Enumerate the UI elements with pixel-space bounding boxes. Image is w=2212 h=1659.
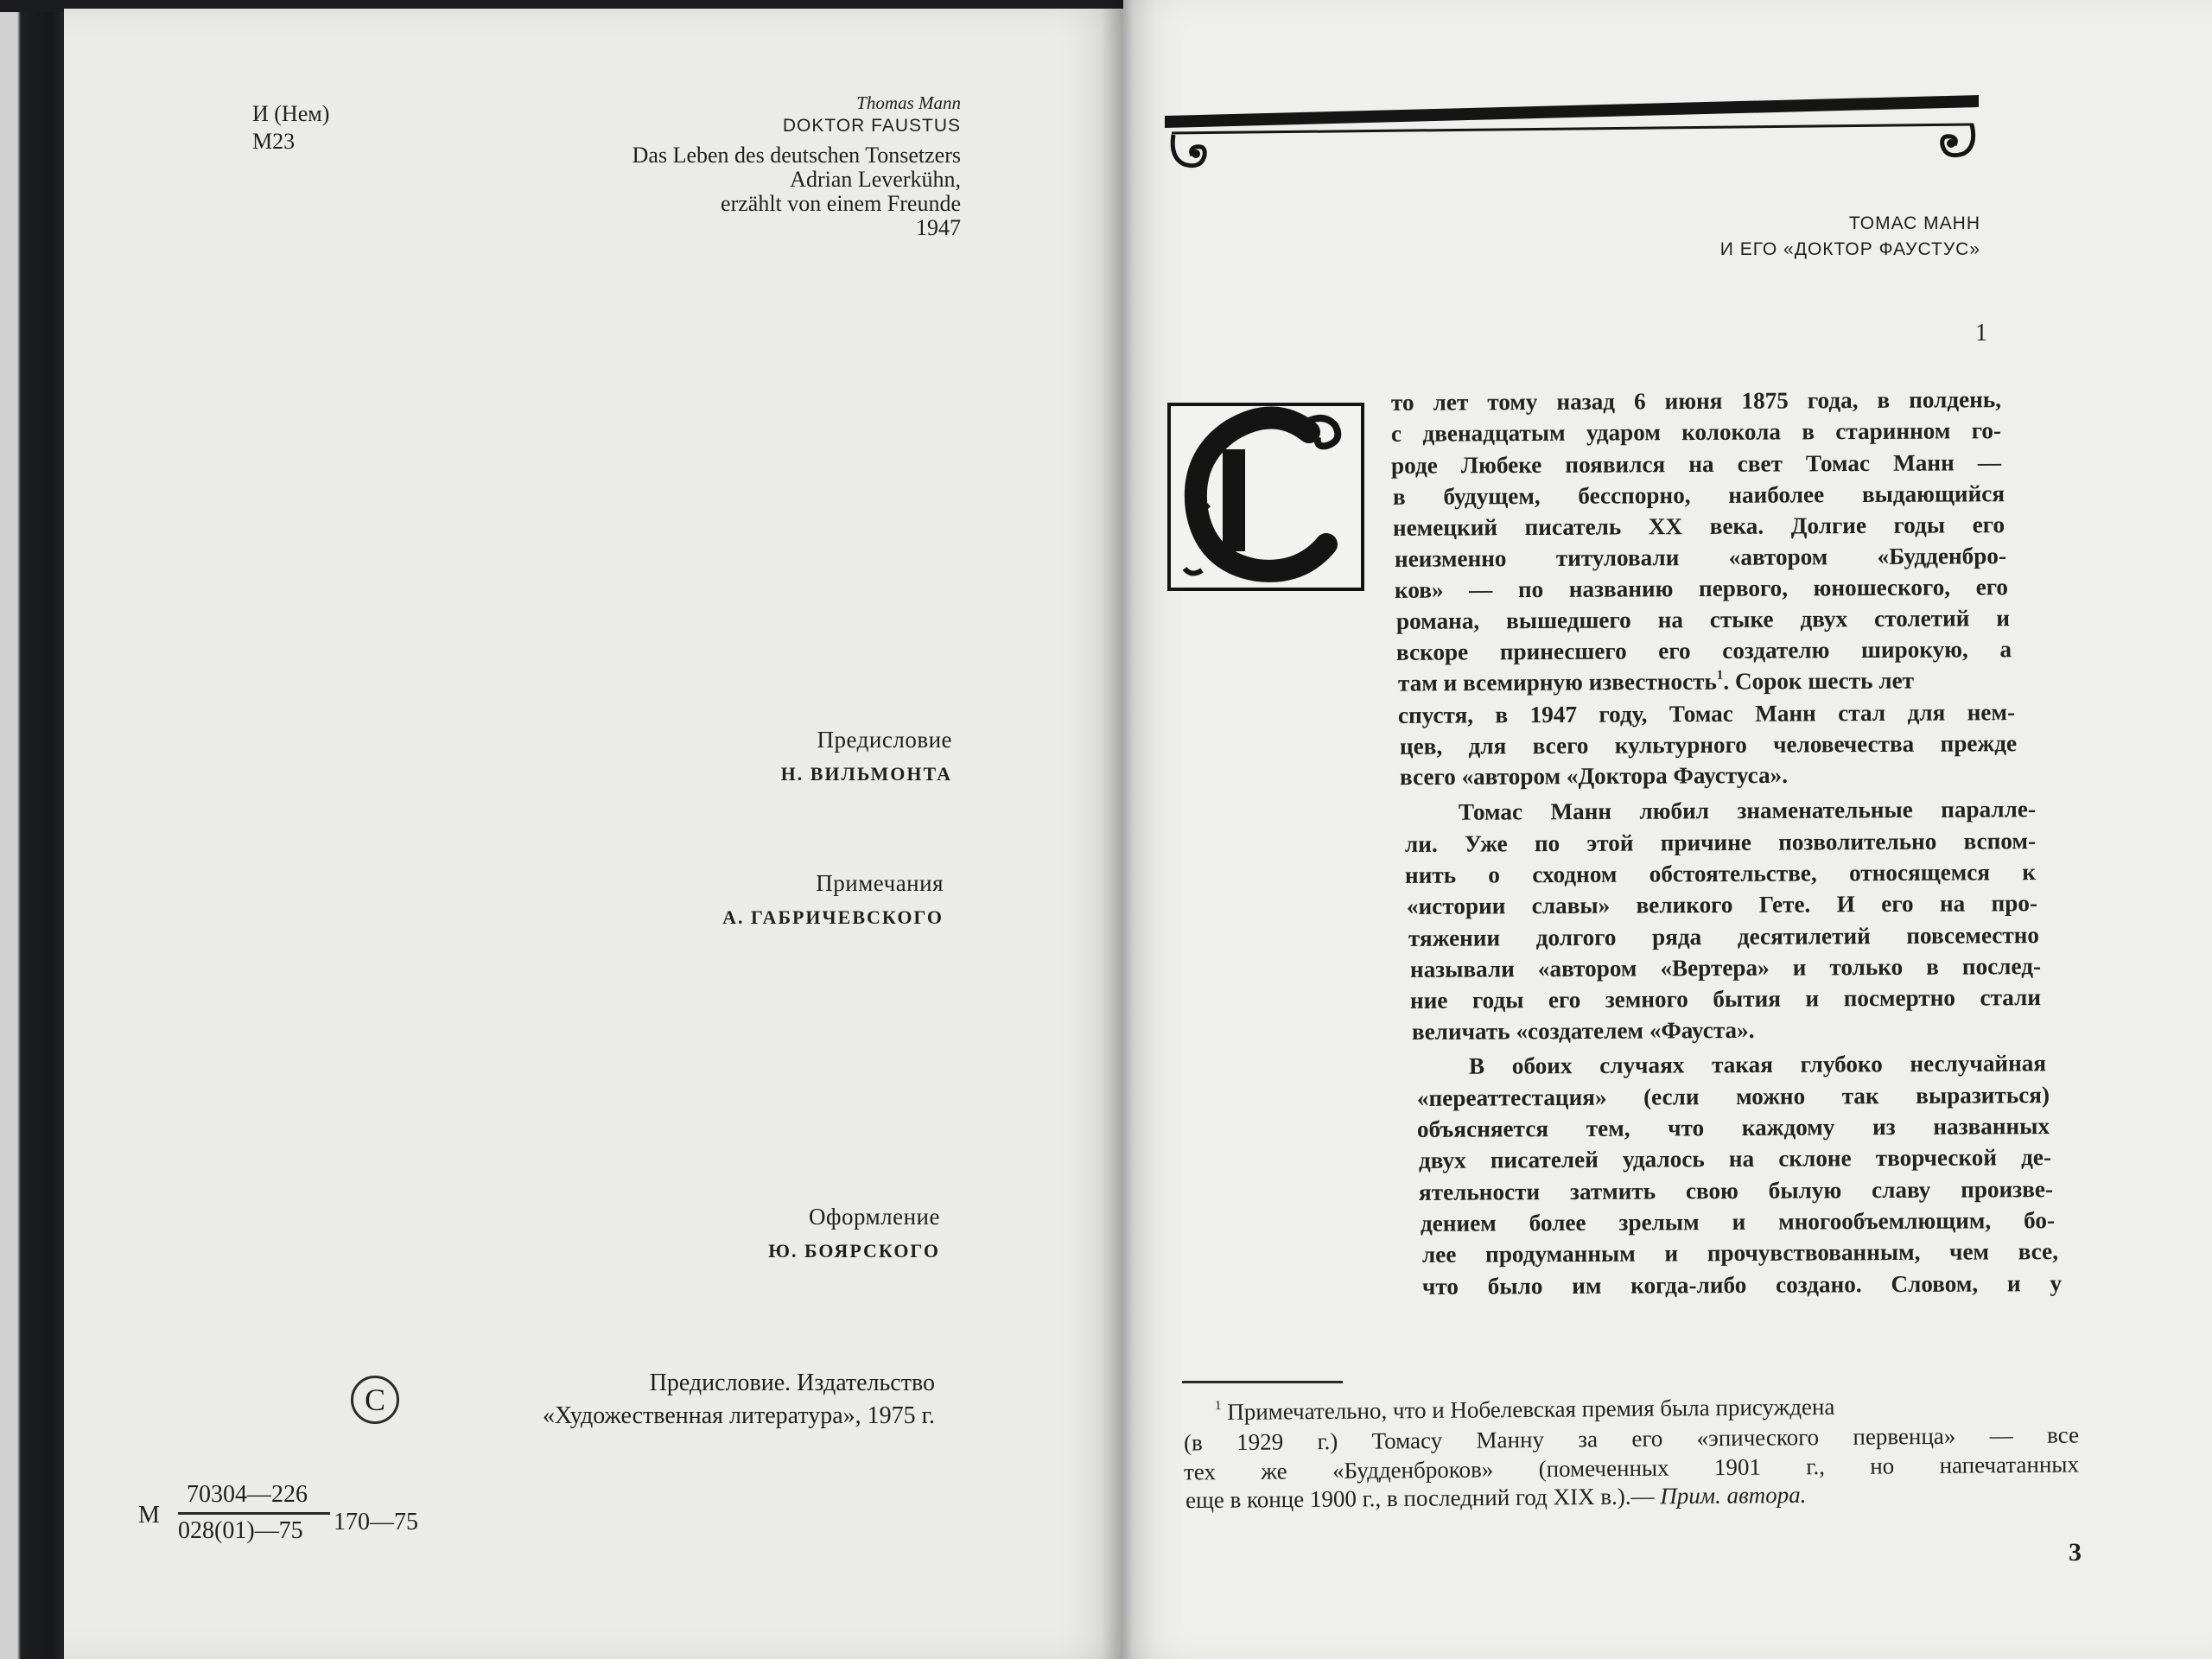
body-line: ли. Уже по этой причине позволительно вспом-: [1404, 828, 2037, 857]
section-number: 1: [1975, 320, 1987, 346]
credit-name: А. ГАБРИЧЕВСКОГО: [722, 906, 944, 928]
page-number: 3: [2069, 1538, 2082, 1567]
credit-role: Предисловие: [817, 727, 952, 753]
running-head: [1720, 211, 1980, 263]
credit-preface: [781, 722, 952, 791]
body-line: [1398, 663, 1914, 700]
original-subtitle-line: Adrian Leverkühn,: [790, 167, 961, 192]
copyright-text: [543, 1367, 935, 1433]
catalog-prefix: М: [138, 1502, 160, 1529]
original-year: 1947: [916, 215, 961, 240]
catalog-suffix: 170—75: [334, 1509, 418, 1535]
drop-cap: [1167, 403, 1364, 591]
footnote-reference: 1: [1716, 668, 1724, 683]
body-line: то лет тому назад 6 июня 1875 года, в полдень,: [1390, 386, 2002, 416]
footnote-rule: [1182, 1381, 1343, 1383]
running-head-line: И ЕГО «ДОКТОР ФАУСТУС»: [1719, 239, 1980, 259]
credit-name: Н. ВИЛЬМОНТА: [780, 763, 952, 785]
body-line: тяжении долгого ряда десятилетий повсеместно: [1408, 922, 2040, 951]
book-cover-edge: [0, 0, 69, 1659]
body-line: Томас Манн любил знаменательные паралле-: [1458, 796, 2037, 825]
footnote-line-text: Примечательно, что и Нобелевская премия была присуждена: [1227, 1393, 1835, 1426]
body-line: всего «автором «Доктора Фаустуса».: [1399, 761, 1789, 791]
body-line: ков» — по названию первого, юношеского, его: [1394, 574, 2009, 603]
body-line: что было им когда-либо создано. Словом, и у: [1421, 1270, 2063, 1300]
body-line: дением более зрелым и многообъемлющим, бо-: [1420, 1207, 2056, 1236]
body-line: нить о сходном обстоятельстве, относящемся к: [1404, 859, 2037, 888]
original-title: DOKTOR FAUSTUS: [782, 116, 961, 136]
body-line: ятельности затмить свою былую славу произве-: [1418, 1176, 2054, 1205]
body-line-text: там и всемирную известность: [1397, 668, 1717, 696]
body-line: цев, для всего культурного человечества прежде: [1399, 730, 2018, 760]
body-line: немецкий писатель XX века. Долгие годы его: [1392, 512, 2005, 541]
body-line: неизменно титуловали «автором «Будденбро-: [1394, 543, 2007, 572]
original-subtitle-line: Das Leben des deutschen Tonsetzers: [632, 143, 961, 168]
body-line: величать «создателем «Фауста».: [1411, 1016, 1755, 1046]
body-line: «истории славы» великого Гете. И его на про-: [1406, 890, 2038, 919]
catalog-fraction-bar: [178, 1512, 330, 1515]
body-line: двух писателей удалось на склоне творческой де-: [1418, 1144, 2052, 1173]
footnote-line: [1185, 1482, 1807, 1514]
credit-notes: [722, 866, 944, 935]
header-ornament-icon: [1158, 90, 1987, 185]
footnote-line-text: еще в конце 1900 г., в последний год XIX в.).—: [1185, 1483, 1661, 1514]
catalog-denominator: 028(01)—75: [178, 1517, 303, 1544]
copyright-line: Предисловие. Издательство: [649, 1370, 935, 1396]
footnote-line: тех же «Будденброков» (помеченных 1901 г., но напечатанных: [1183, 1451, 2080, 1485]
footnote-mark: 1: [1214, 1399, 1222, 1414]
original-title-block: [632, 92, 961, 240]
drop-cap-letter-icon: [1171, 406, 1361, 588]
body-line: с двенадцатым ударом колокола в старинном го-: [1390, 417, 2002, 447]
catalog-numerator: 70304—226: [187, 1481, 308, 1508]
credit-design: [768, 1199, 940, 1268]
body-line: романа, вышедшего на стыке двух столетий и: [1395, 605, 2011, 634]
running-head-line: ТОМАС МАНН: [1848, 213, 1980, 233]
body-line: «переаттестация» (если можно так выразиться): [1416, 1082, 2050, 1111]
footnote-line: [1215, 1394, 1835, 1426]
credit-name: Ю. БОЯРСКОГО: [768, 1240, 940, 1262]
body-line: ние годы его земного бытия и посмертно стали: [1409, 984, 2042, 1014]
footnote-line: (в 1929 г.) Томасу Манну за его «эпического первенца» — все: [1183, 1421, 2080, 1456]
body-line: называли «автором «Вертера» и только в послед-: [1409, 953, 2042, 982]
footnote-attribution: Прим. автора.: [1660, 1481, 1807, 1510]
library-code-line: М23: [252, 129, 296, 154]
body-line-text: . Сорок шесть лет: [1723, 667, 1915, 695]
body-line: в будущем, бесспорно, наиболее выдающийся: [1392, 480, 2005, 510]
credit-role: Оформление: [808, 1204, 940, 1230]
body-line: вскоре принесшего его создателю широкую, а: [1395, 636, 2012, 665]
body-line: спустя, в 1947 году, Томас Манн стал для нем-: [1397, 699, 2016, 728]
body-line: лее продуманным и прочувствованным, чем все,: [1421, 1238, 2059, 1268]
body-line: объясняется тем, что каждому из названных: [1416, 1113, 2050, 1142]
original-subtitle-line: erzählt von einem Freunde: [721, 191, 961, 216]
credit-role: Примечания: [816, 870, 944, 896]
copyright-line: «Художественная литература», 1975 г.: [542, 1402, 935, 1429]
original-author: Thomas Mann: [856, 92, 961, 113]
library-code-line: И (Нем): [252, 101, 330, 126]
body-line: В обоих случаях такая глубоко неслучайная: [1468, 1050, 2047, 1079]
copyright-icon: C: [351, 1376, 399, 1424]
page-gutter: [1102, 0, 1154, 1659]
body-line: роде Любеке появился на свет Томас Манн —: [1390, 449, 2002, 479]
library-code: [252, 100, 329, 156]
